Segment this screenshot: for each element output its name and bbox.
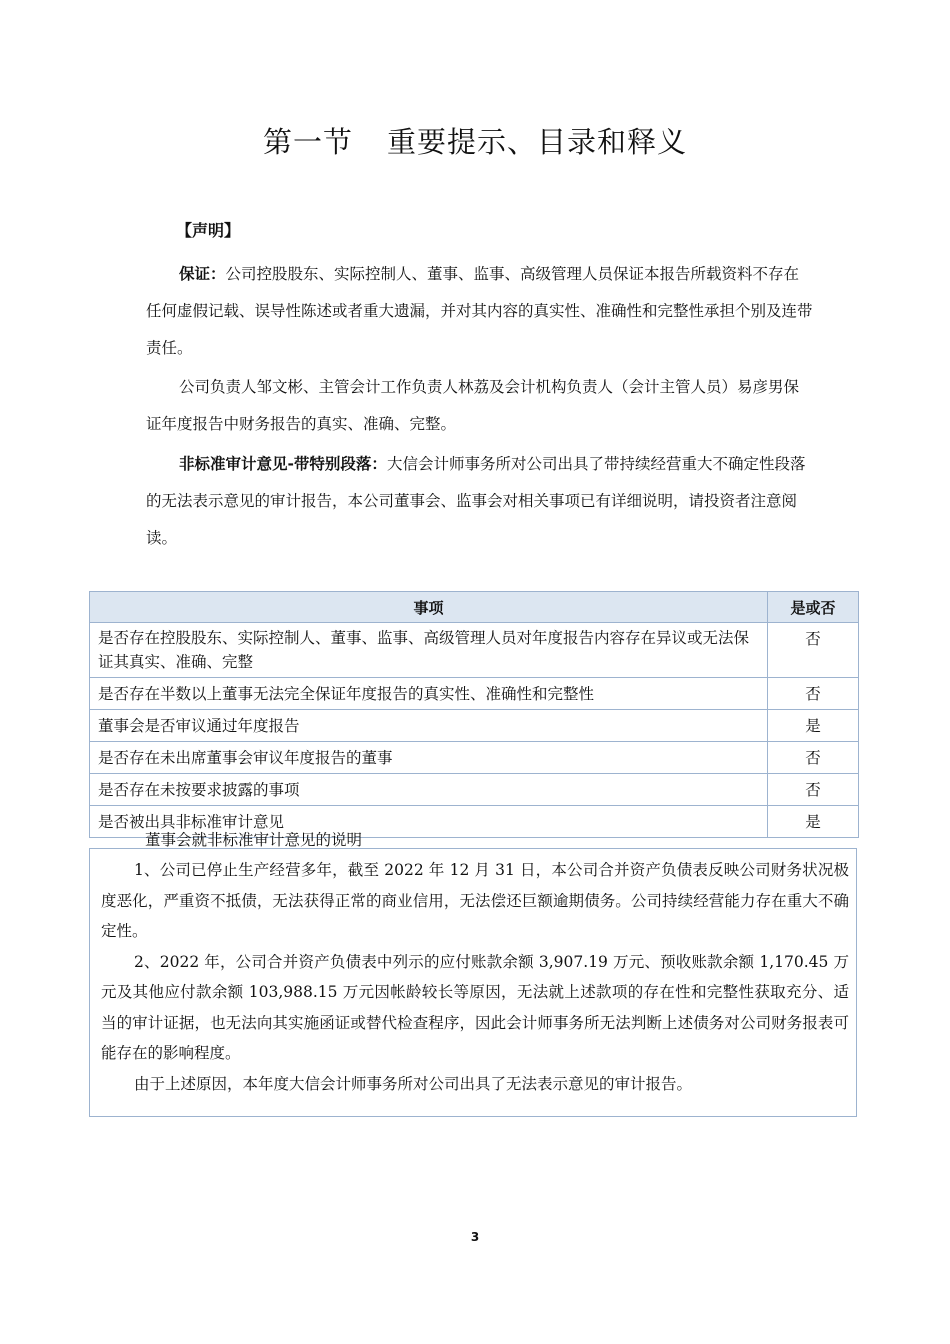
page-number: 3 [470, 1230, 480, 1244]
table-row [90, 774, 859, 806]
responsible-paragraph [146, 369, 814, 443]
section-prefix: 第一节 [262, 125, 353, 159]
guarantee-text: 公司控股股东、实际控制人、董事、监事、高级管理人员保证本报告所载资料不存在任何虚假记载、误导性陈述或者重大遗漏，并对其内容的真实性、准确性和完整性承担个别及连带责任。 [146, 265, 813, 357]
row-answer: 否 [768, 678, 859, 710]
table-row [90, 710, 859, 742]
row-answer: 是 [768, 806, 859, 838]
row-item: 是否存在半数以上董事无法完全保证年度报告的真实性、准确性和完整性 [90, 678, 768, 710]
responsible-text: 公司负责人邹文彬、主管会计工作负责人林荔及会计机构负责人（会计主管人员）易彦男保证年度报告中财务报告的真实、准确、完整。 [146, 378, 800, 433]
board-note-paragraph: 2、2022 年，公司合并资产负债表中列示的应付账款余额 3,907.19 万元、预收账款余额 1,170.45 万元及其他应付款余额 103,988.15 万元因帐龄较长等原因，无法就上述款项的存在性和完整性获取充分、适当的审计证据，也无法向其实施函证或替代检查程序，因此会计师事务所无法判断上述债务对公司财务报表可能存在的影响程度。 [101, 952, 849, 1062]
board-note-paragraph: 由于上述原因，本年度大信会计师事务所对公司出具了无法表示意见的审计报告。 [134, 1074, 693, 1093]
guarantee-paragraph [146, 256, 814, 367]
row-answer: 否 [768, 742, 859, 774]
page-title [0, 120, 950, 161]
row-item: 是否存在控股股东、实际控制人、董事、监事、高级管理人员对年度报告内容存在异议或无法保证其真实、准确、完整 [90, 623, 768, 678]
audit-paragraph [146, 446, 814, 557]
row-answer: 否 [768, 774, 859, 806]
board-note-text [101, 855, 849, 1099]
board-note-caption: 董事会就非标准审计意见的说明 [145, 831, 363, 849]
declaration-heading: 【声明】 [176, 221, 241, 240]
column-header-item: 事项 [90, 592, 768, 623]
row-answer: 否 [768, 623, 859, 678]
row-item: 是否存在未出席董事会审议年度报告的董事 [90, 742, 768, 774]
table-row [90, 623, 859, 678]
declaration-table [89, 591, 859, 838]
board-note-paragraph: 1、公司已停止生产经营多年，截至 2022 年 12 月 31 日，本公司合并资产负债表反映公司财务状况极度恶化，严重资不抵债，无法获得正常的商业信用，无法偿还巨额逾期债务。公司持续经营能力存在重大不确定性。 [101, 861, 849, 940]
guarantee-label: 保证： [179, 265, 226, 283]
row-item: 是否存在未按要求披露的事项 [90, 774, 768, 806]
row-answer: 是 [768, 710, 859, 742]
table-header-row [90, 592, 859, 623]
audit-label: 非标准审计意见-带特别段落： [179, 455, 387, 473]
table-row [90, 742, 859, 774]
row-item: 是否被出具非标准审计意见 [90, 806, 768, 838]
column-header-answer: 是或否 [768, 592, 859, 623]
section-title: 重要提示、目录和释义 [387, 125, 688, 159]
audit-text: 大信会计师事务所对公司出具了带持续经营重大不确定性段落的无法表示意见的审计报告，本公司董事会、监事会对相关事项已有详细说明，请投资者注意阅读。 [146, 455, 806, 547]
row-item: 董事会是否审议通过年度报告 [90, 710, 768, 742]
table-row [90, 678, 859, 710]
